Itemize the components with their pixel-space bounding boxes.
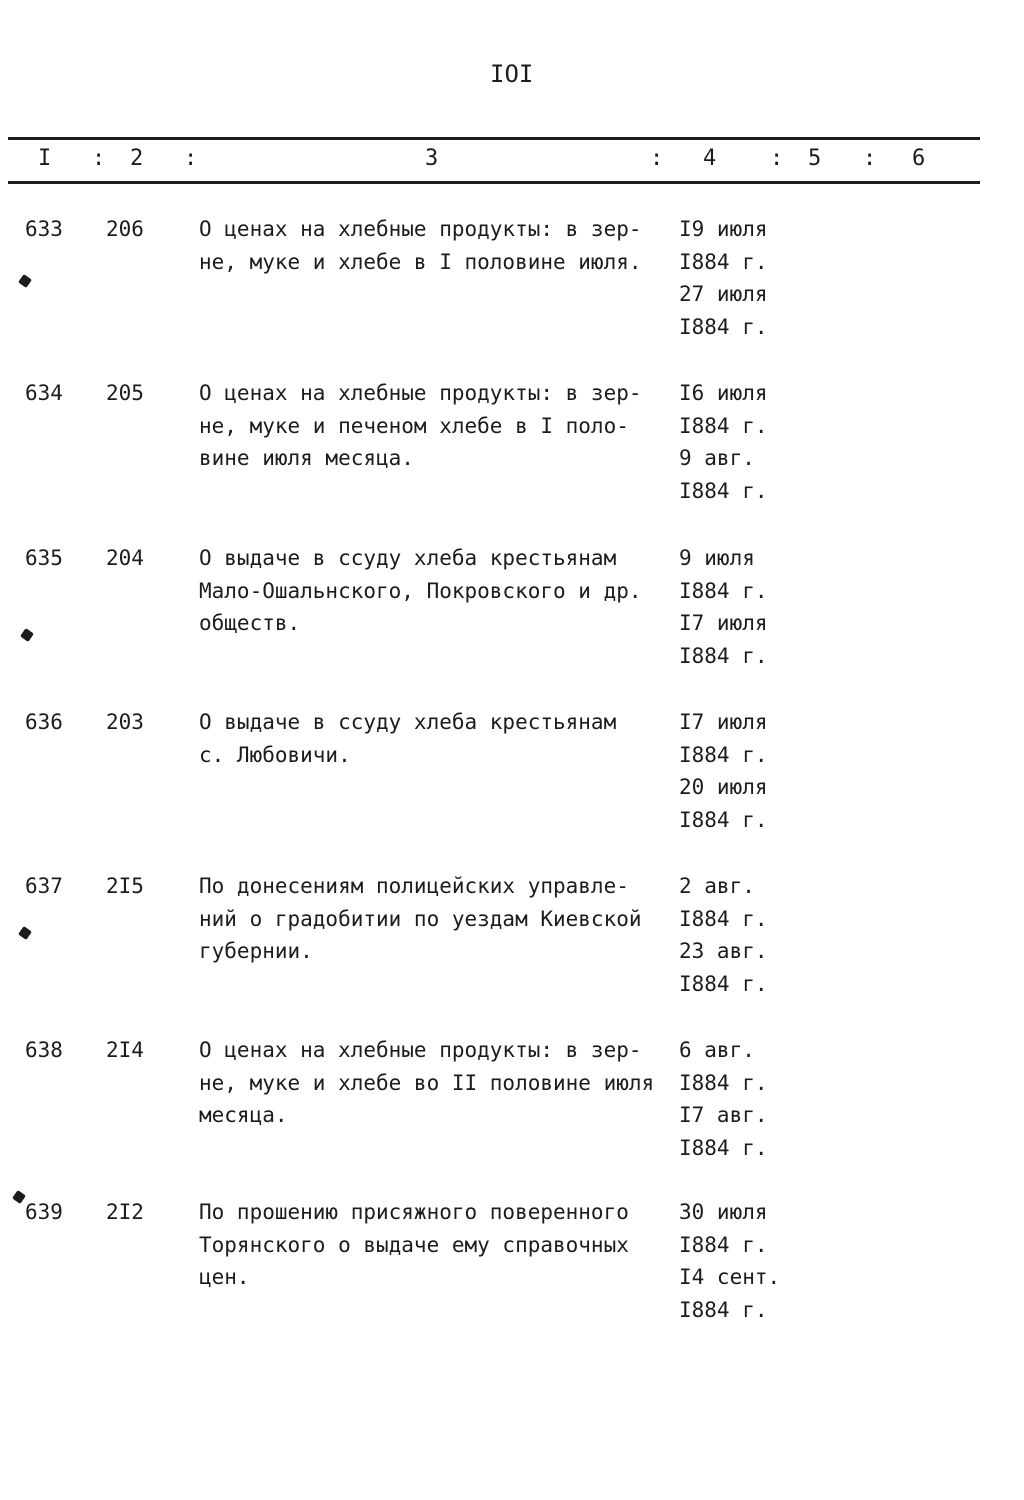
- end-date: 20 июля: [679, 775, 768, 799]
- entry-title-line: губернии.: [199, 939, 313, 963]
- page-number: IOI: [490, 60, 534, 88]
- entry-title: [199, 213, 671, 278]
- entry-title-line: ний о градобитии по уездам Киевской: [199, 906, 642, 931]
- end-year: I884 г.: [679, 478, 768, 503]
- entry-title-line: с. Любовичи.: [199, 742, 351, 767]
- start-date: 30 июля: [679, 1200, 768, 1224]
- end-year: I884 г.: [679, 1297, 768, 1322]
- entry-title-line: вине июля месяца.: [199, 446, 414, 470]
- start-year: I884 г.: [679, 249, 768, 274]
- end-date: 9 авг.: [679, 446, 755, 470]
- start-date: I9 июля: [679, 217, 768, 241]
- entry-title-line: Торянского о выдаче ему справочных: [199, 1232, 629, 1257]
- header-col-6: 6: [912, 146, 926, 171]
- file-number: 203: [106, 710, 144, 734]
- entry-title-line: О ценах на хлебные продукты: в зер-: [199, 381, 642, 405]
- end-date: I4 сент.: [679, 1265, 781, 1289]
- entry-title: [199, 706, 671, 771]
- entry-title: [199, 870, 671, 968]
- file-number: 204: [106, 546, 144, 570]
- header-separator: :: [184, 146, 198, 171]
- start-date: I7 июля: [679, 710, 768, 734]
- ink-mark-icon: [20, 628, 34, 642]
- entry-number: 635: [25, 546, 63, 570]
- entry-dates: [679, 377, 819, 507]
- header-separator: :: [92, 146, 106, 171]
- header-separator: :: [770, 146, 784, 171]
- end-year: I884 г.: [679, 807, 768, 832]
- entry-dates: [679, 213, 819, 343]
- entry-title-line: обществ.: [199, 611, 301, 635]
- file-number: 206: [106, 217, 144, 241]
- header-col-4: 4: [703, 146, 717, 171]
- entry-title-line: О выдаче в ссуду хлеба крестьянам: [199, 710, 617, 734]
- entry-title: [199, 1196, 671, 1294]
- start-date: 2 авг.: [679, 874, 755, 898]
- header-separator: :: [863, 146, 877, 171]
- start-date: 6 авг.: [679, 1038, 755, 1062]
- entry-title-line: По прошению присяжного поверенного: [199, 1200, 629, 1224]
- entry-title-line: не, муке и хлебе в I половине июля.: [199, 249, 642, 274]
- entry-title-line: О ценах на хлебные продукты: в зер-: [199, 1038, 642, 1062]
- end-year: I884 г.: [679, 971, 768, 996]
- entry-title: [199, 377, 671, 475]
- header-col-2: 2: [130, 146, 144, 171]
- end-year: I884 г.: [679, 1135, 768, 1160]
- entry-number: 637: [25, 874, 63, 898]
- header-col-1: I: [38, 146, 52, 171]
- ink-mark-icon: [12, 1190, 26, 1204]
- header-col-5: 5: [808, 146, 822, 171]
- file-number: 2I2: [106, 1200, 144, 1224]
- start-year: I884 г.: [679, 413, 768, 438]
- entry-number: 636: [25, 710, 63, 734]
- file-number: 205: [106, 381, 144, 405]
- entry-dates: [679, 542, 819, 672]
- end-date: 23 авг.: [679, 939, 768, 963]
- start-year: I884 г.: [679, 906, 768, 931]
- entry-dates: [679, 870, 819, 1000]
- start-date: I6 июля: [679, 381, 768, 405]
- entry-dates: [679, 706, 819, 836]
- end-year: I884 г.: [679, 314, 768, 339]
- header-col-3: 3: [425, 146, 439, 171]
- entry-title-line: По донесениям полицейских управле-: [199, 874, 629, 898]
- entry-title-line: Мало-Ошальнского, Покровского и др.: [199, 578, 642, 603]
- ink-mark-icon: [18, 926, 32, 940]
- end-year: I884 г.: [679, 643, 768, 668]
- entry-number: 634: [25, 381, 63, 405]
- end-date: I7 июля: [679, 611, 768, 635]
- entry-number: 633: [25, 217, 63, 241]
- entry-title: [199, 542, 671, 640]
- entry-title-line: не, муке и печеном хлебе в I поло-: [199, 413, 629, 438]
- header-bottom-rule: [8, 181, 980, 184]
- start-year: I884 г.: [679, 1232, 768, 1257]
- entry-title-line: О ценах на хлебные продукты: в зер-: [199, 217, 642, 241]
- entry-title-line: цен.: [199, 1265, 250, 1289]
- start-year: I884 г.: [679, 1070, 768, 1095]
- end-date: 27 июля: [679, 282, 768, 306]
- start-year: I884 г.: [679, 742, 768, 767]
- entry-dates: [679, 1196, 819, 1326]
- start-date: 9 июля: [679, 546, 755, 570]
- entry-title-line: О выдаче в ссуду хлеба крестьянам: [199, 546, 617, 570]
- end-date: I7 авг.: [679, 1103, 768, 1127]
- start-year: I884 г.: [679, 578, 768, 603]
- header-top-rule: [8, 137, 980, 140]
- entry-title: [199, 1034, 671, 1132]
- entry-dates: [679, 1034, 819, 1164]
- header-separator: :: [650, 146, 664, 171]
- entry-number: 638: [25, 1038, 63, 1062]
- table-header: [0, 146, 1024, 176]
- entry-title-line: месяца.: [199, 1103, 288, 1127]
- file-number: 2I5: [106, 874, 144, 898]
- entry-number: 639: [25, 1200, 63, 1224]
- file-number: 2I4: [106, 1038, 144, 1062]
- ink-mark-icon: [18, 274, 32, 288]
- entry-title-line: не, муке и хлебе во II половине июля: [199, 1070, 655, 1095]
